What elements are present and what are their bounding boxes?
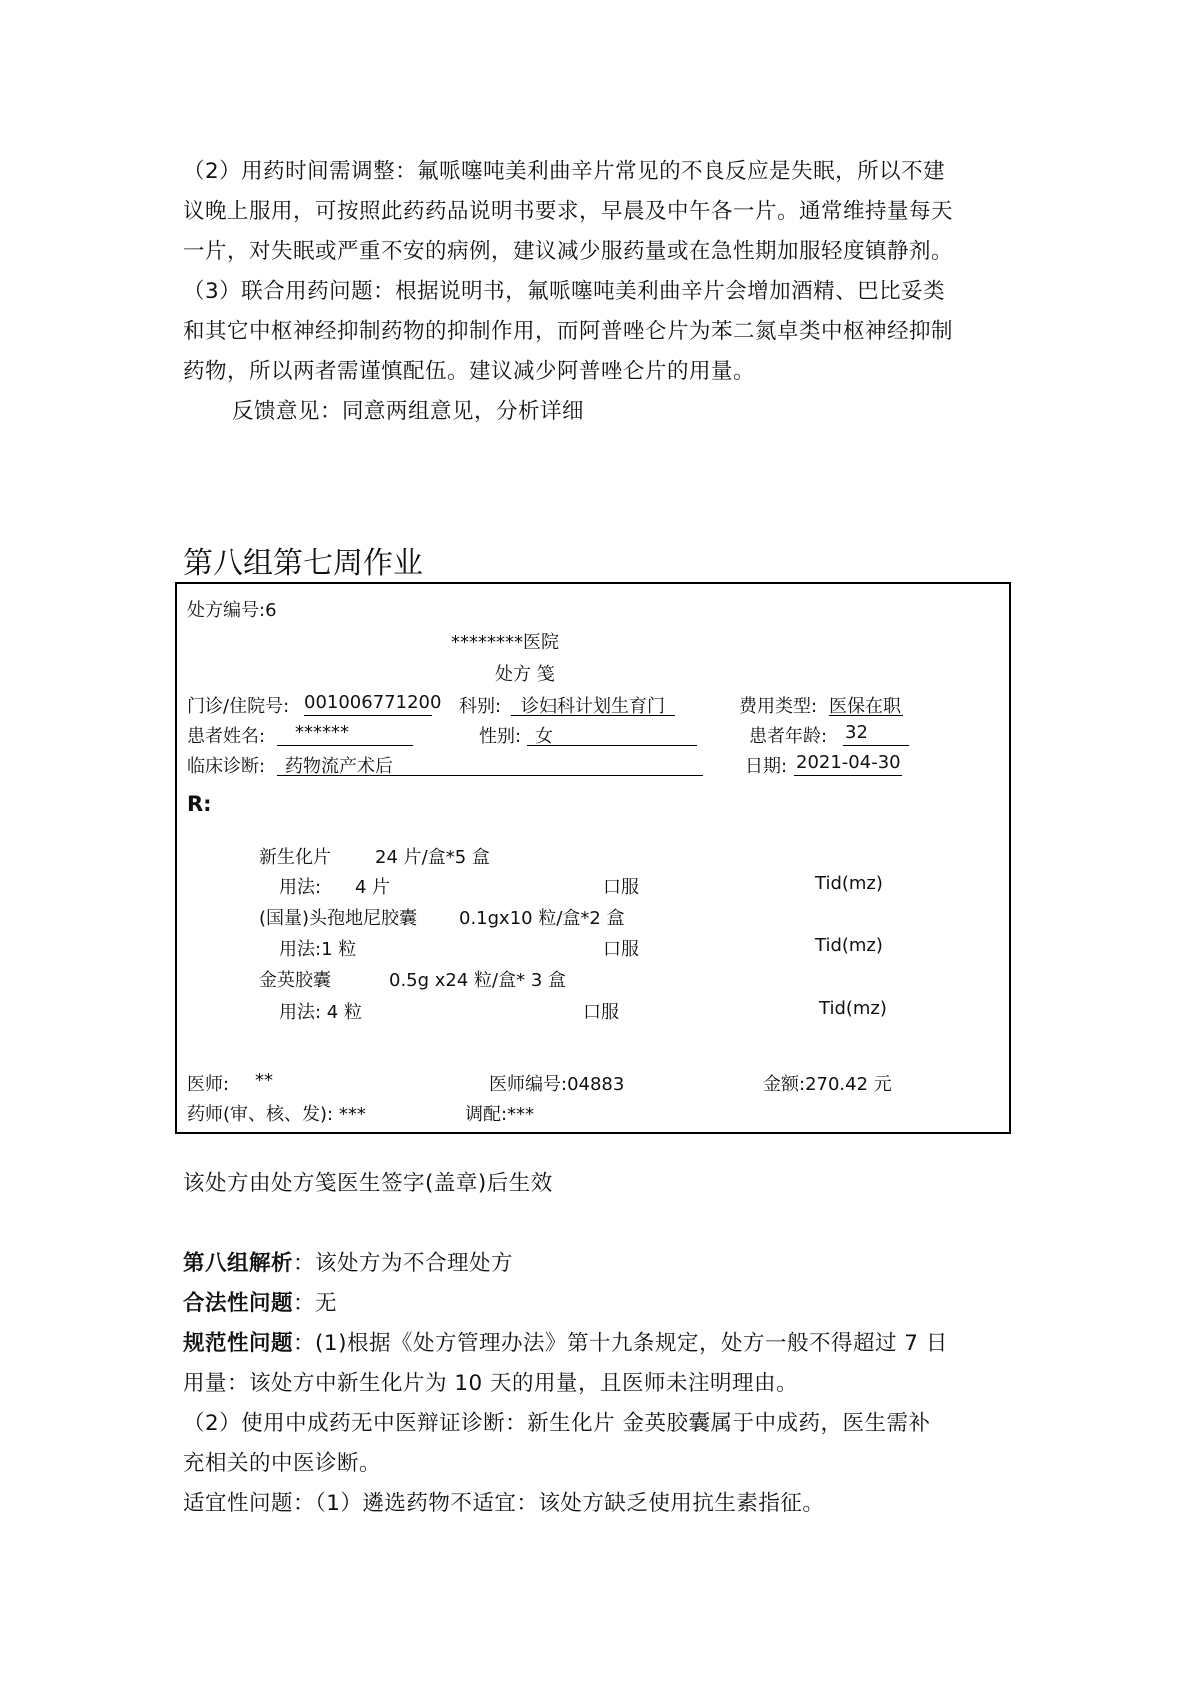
underline: [277, 745, 413, 746]
id-label: 门诊/住院号:: [187, 696, 290, 717]
pharmacist: 药师(审、核、发): ***: [187, 1104, 366, 1125]
drug-name: 金英胶囊: [259, 970, 331, 991]
section-title: 第八组第七周作业: [183, 546, 423, 581]
age-value: 32: [845, 722, 868, 743]
drug-route: 口服: [583, 1002, 619, 1023]
feedback-line: 反馈意见：同意两组意见，分析详细: [232, 399, 585, 424]
drug-frequency: Tid(mz): [815, 935, 883, 956]
date-label: 日期:: [745, 756, 788, 777]
diagnosis-value: 药物流产术后: [285, 756, 393, 777]
doctor-value: **: [255, 1070, 273, 1091]
underline: [304, 715, 432, 716]
id-value: 001006771200: [304, 692, 442, 713]
paragraph-line: 充相关的中医诊断。: [183, 1451, 382, 1476]
drug-frequency: Tid(mz): [819, 998, 887, 1019]
hospital-name: ********医院: [451, 632, 559, 653]
dept-label: 科别:: [459, 696, 502, 717]
drug-spec: 24 片/盒*5 盒: [375, 847, 490, 868]
drug-usage: 用法:1 粒: [279, 939, 357, 960]
doctor-label: 医师:: [187, 1074, 230, 1095]
fee-label: 费用类型:: [739, 696, 818, 717]
drug-spec: 0.1gx10 粒/盒*2 盒: [459, 908, 625, 929]
drug-usage: 用法: 4 粒: [279, 1002, 362, 1023]
diagnosis-label: 临床诊断:: [187, 756, 266, 777]
rx-symbol: R:: [187, 792, 212, 816]
normative-text: ：(1)根据《处方管理办法》第十九条规定，处方一般不得超过 7 日: [293, 1331, 948, 1356]
paragraph-line: 药物，所以两者需谨慎配伍。建议减少阿普唑仑片的用量。: [183, 359, 756, 384]
amount: 金额:270.42 元: [763, 1074, 892, 1095]
paragraph-line: 议晚上服用，可按照此药药品说明书要求，早晨及中午各一片。通常维持量每天: [183, 199, 954, 224]
legality-line: [183, 1284, 1028, 1324]
drug-name: 新生化片: [259, 847, 331, 868]
paragraph-line: （2）使用中成药无中医辩证诊断：新生化片 金英胶囊属于中成药，医生需补: [183, 1411, 931, 1436]
normative-line: [183, 1324, 1028, 1364]
paragraph-line: （3）联合用药问题：根据说明书，氟哌噻吨美利曲辛片会增加酒精、巴比妥类: [183, 279, 946, 304]
legality-heading: 合法性问题: [183, 1291, 294, 1316]
name-value: ******: [295, 722, 349, 743]
sex-value: 女: [535, 726, 553, 747]
fee-value: 医保在职: [829, 696, 901, 717]
normative-heading: 规范性问题: [183, 1331, 294, 1356]
prescription-form: [175, 582, 1011, 1134]
paragraph-line: 用量：该处方中新生化片为 10 天的用量，且医师未注明理由。: [183, 1371, 799, 1396]
analysis-text: ：该处方为不合理处方: [293, 1251, 514, 1276]
paragraph-line: 和其它中枢神经抑制药物的抑制作用，而阿普唑仑片为苯二氮卓类中枢神经抑制: [183, 319, 954, 344]
name-label: 患者姓名:: [187, 726, 266, 747]
paragraph-line: 一片，对失眠或严重不安的病例，建议减少服药量或在急性期加服轻度镇静剂。: [183, 239, 954, 264]
drug-name: (国量)头孢地尼胶囊: [259, 908, 418, 929]
underline: [794, 775, 902, 776]
drug-route: 口服: [603, 939, 639, 960]
sex-label: 性别:: [479, 726, 522, 747]
drug-route: 口服: [603, 877, 639, 898]
date-value: 2021-04-30: [796, 752, 901, 773]
analysis-line: [183, 1244, 1028, 1284]
underline: [829, 715, 903, 716]
underline: [511, 715, 675, 716]
form-title: 处方 笺: [495, 664, 555, 685]
underline: [277, 775, 703, 776]
paragraph-line: （2）用药时间需调整：氟哌噻吨美利曲辛片常见的不良反应是失眠，所以不建: [183, 159, 946, 184]
drug-frequency: Tid(mz): [815, 873, 883, 894]
dispenser: 调配:***: [465, 1104, 535, 1125]
underline: [527, 745, 697, 746]
age-label: 患者年龄:: [749, 726, 828, 747]
appropriateness-line: 适宜性问题：（1）遴选药物不适宜：该处方缺乏使用抗生素指征。: [183, 1491, 825, 1516]
drug-dose: 4 片: [355, 877, 391, 898]
legality-text: ：无: [293, 1291, 338, 1316]
prescription-number: 处方编号:6: [187, 600, 277, 621]
underline: [843, 745, 909, 746]
drug-usage: 用法:: [279, 877, 322, 898]
validity-note: 该处方由处方笺医生签字(盖章)后生效: [183, 1171, 553, 1196]
dept-value: 诊妇科计划生育门: [521, 696, 665, 717]
analysis-heading: 第八组解析: [183, 1251, 294, 1276]
drug-spec: 0.5g x24 粒/盒* 3 盒: [389, 970, 567, 991]
doctor-number: 医师编号:04883: [489, 1074, 625, 1095]
